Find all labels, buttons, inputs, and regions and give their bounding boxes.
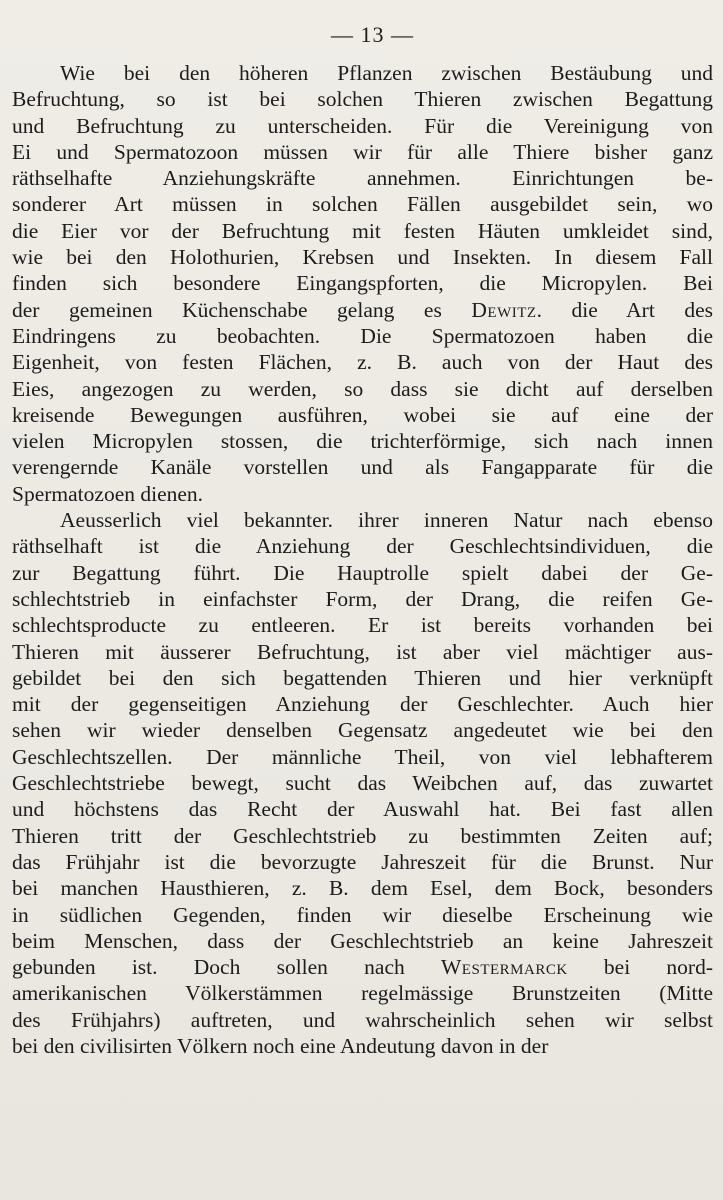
text-line: und höchstens das Recht der Auswahl hat. Bei fast allen xyxy=(12,797,713,822)
text-line: gebunden ist. Doch sollen nach Westermarck bei nord- xyxy=(12,955,713,980)
text-line: beim Menschen, dass der Geschlechtstrieb an keine Jahreszeit xyxy=(12,928,713,953)
text-line: zur Begattung führt. Die Hauptrolle spielt dabei der Ge- xyxy=(12,560,713,585)
text-line: in südlichen Gegenden, finden wir dieselbe Erscheinung wie xyxy=(12,902,713,927)
text-line: der gemeinen Küchenschabe gelang es Dewitz. die Art des xyxy=(12,297,713,322)
text-line: Aeusserlich viel bekannter. ihrer inneren Natur nach ebenso xyxy=(60,508,713,533)
text-line: bei manchen Hausthieren, z. B. dem Esel, dem Bock, besonders xyxy=(12,876,713,901)
page-number: — 13 — xyxy=(331,22,414,47)
text-line: amerikanischen Völkerstämmen regelmässige Brunstzeiten (Mitte xyxy=(12,981,713,1006)
text-line: Thieren mit äusserer Befruchtung, ist aber viel mächtiger aus- xyxy=(12,639,713,664)
text-line: sonderer Art müssen in solchen Fällen ausgebildet sein, wo xyxy=(12,192,713,217)
text-line: räthselhafte Anziehungskräfte annehmen. Einrichtungen be- xyxy=(12,166,713,191)
text-line: Thieren tritt der Geschlechtstrieb zu bestimmten Zeiten auf; xyxy=(12,823,713,848)
text-line: kreisende Bewegungen ausführen, wobei sie auf eine der xyxy=(12,402,713,427)
text-line: Geschlechtstriebe bewegt, sucht das Weibchen auf, das zuwartet xyxy=(12,771,713,796)
text-line: des Frühjahrs) auftreten, und wahrscheinlich sehen wir selbst xyxy=(12,1007,713,1032)
text-line: gebildet bei den sich begattenden Thieren und hier verknüpft xyxy=(12,665,713,690)
text-line: vielen Micropylen stossen, die trichterförmige, sich nach innen xyxy=(12,429,713,454)
text-line: schlechtstrieb in einfachster Form, der Drang, die reifen Ge- xyxy=(12,586,713,611)
text-line: räthselhaft ist die Anziehung der Geschlechtsindividuen, die xyxy=(12,534,713,559)
author-name: Westermarck xyxy=(441,955,568,980)
text-line: Geschlechtszellen. Der männliche Theil, von viel lebhafterem xyxy=(12,744,713,769)
paragraph xyxy=(12,507,713,1059)
text-line: und Befruchtung zu unterscheiden. Für die Vereinigung von xyxy=(12,113,713,138)
text-line: Eies, angezogen zu werden, so dass sie dicht auf derselben xyxy=(12,376,713,401)
author-name: Dewitz xyxy=(471,297,537,322)
text-line: Eindringens zu beobachten. Die Spermatozoen haben die xyxy=(12,323,713,348)
text-line: wie bei den Holothurien, Krebsen und Insekten. In diesem Fall xyxy=(12,245,713,270)
text-line: Wie bei den höheren Pflanzen zwischen Bestäubung und xyxy=(60,61,713,85)
text-line: verengernde Kanäle vorstellen und als Fangapparate für die xyxy=(12,455,713,480)
text-line: schlechtsproducte zu entleeren. Er ist bereits vorhanden bei xyxy=(12,613,713,638)
text-line: Eigenheit, von festen Flächen, z. B. auch von der Haut des xyxy=(12,350,713,375)
text-line: Befruchtung, so ist bei solchen Thieren zwischen Begattung xyxy=(12,87,713,112)
text-line: das Frühjahr ist die bevorzugte Jahreszeit für die Brunst. Nur xyxy=(12,849,713,874)
text-line: Ei und Spermatozoon müssen wir für alle Thiere bisher ganz xyxy=(12,139,713,164)
body-text xyxy=(12,60,713,1059)
text-line: sehen wir wieder denselben Gegensatz angedeutet wie bei den xyxy=(12,718,713,743)
text-line: finden sich besondere Eingangspforten, die Micropylen. Bei xyxy=(12,271,713,296)
text-line: mit der gegenseitigen Anziehung der Geschlechter. Auch hier xyxy=(12,692,713,717)
text-line: bei den civilisirten Völkern noch eine Andeutung davon in der xyxy=(12,1033,549,1058)
text-line: Spermatozoen dienen. xyxy=(12,481,204,506)
paragraph xyxy=(12,60,713,507)
text-line: die Eier vor der Befruchtung mit festen Häuten umkleidet sind, xyxy=(12,218,713,243)
